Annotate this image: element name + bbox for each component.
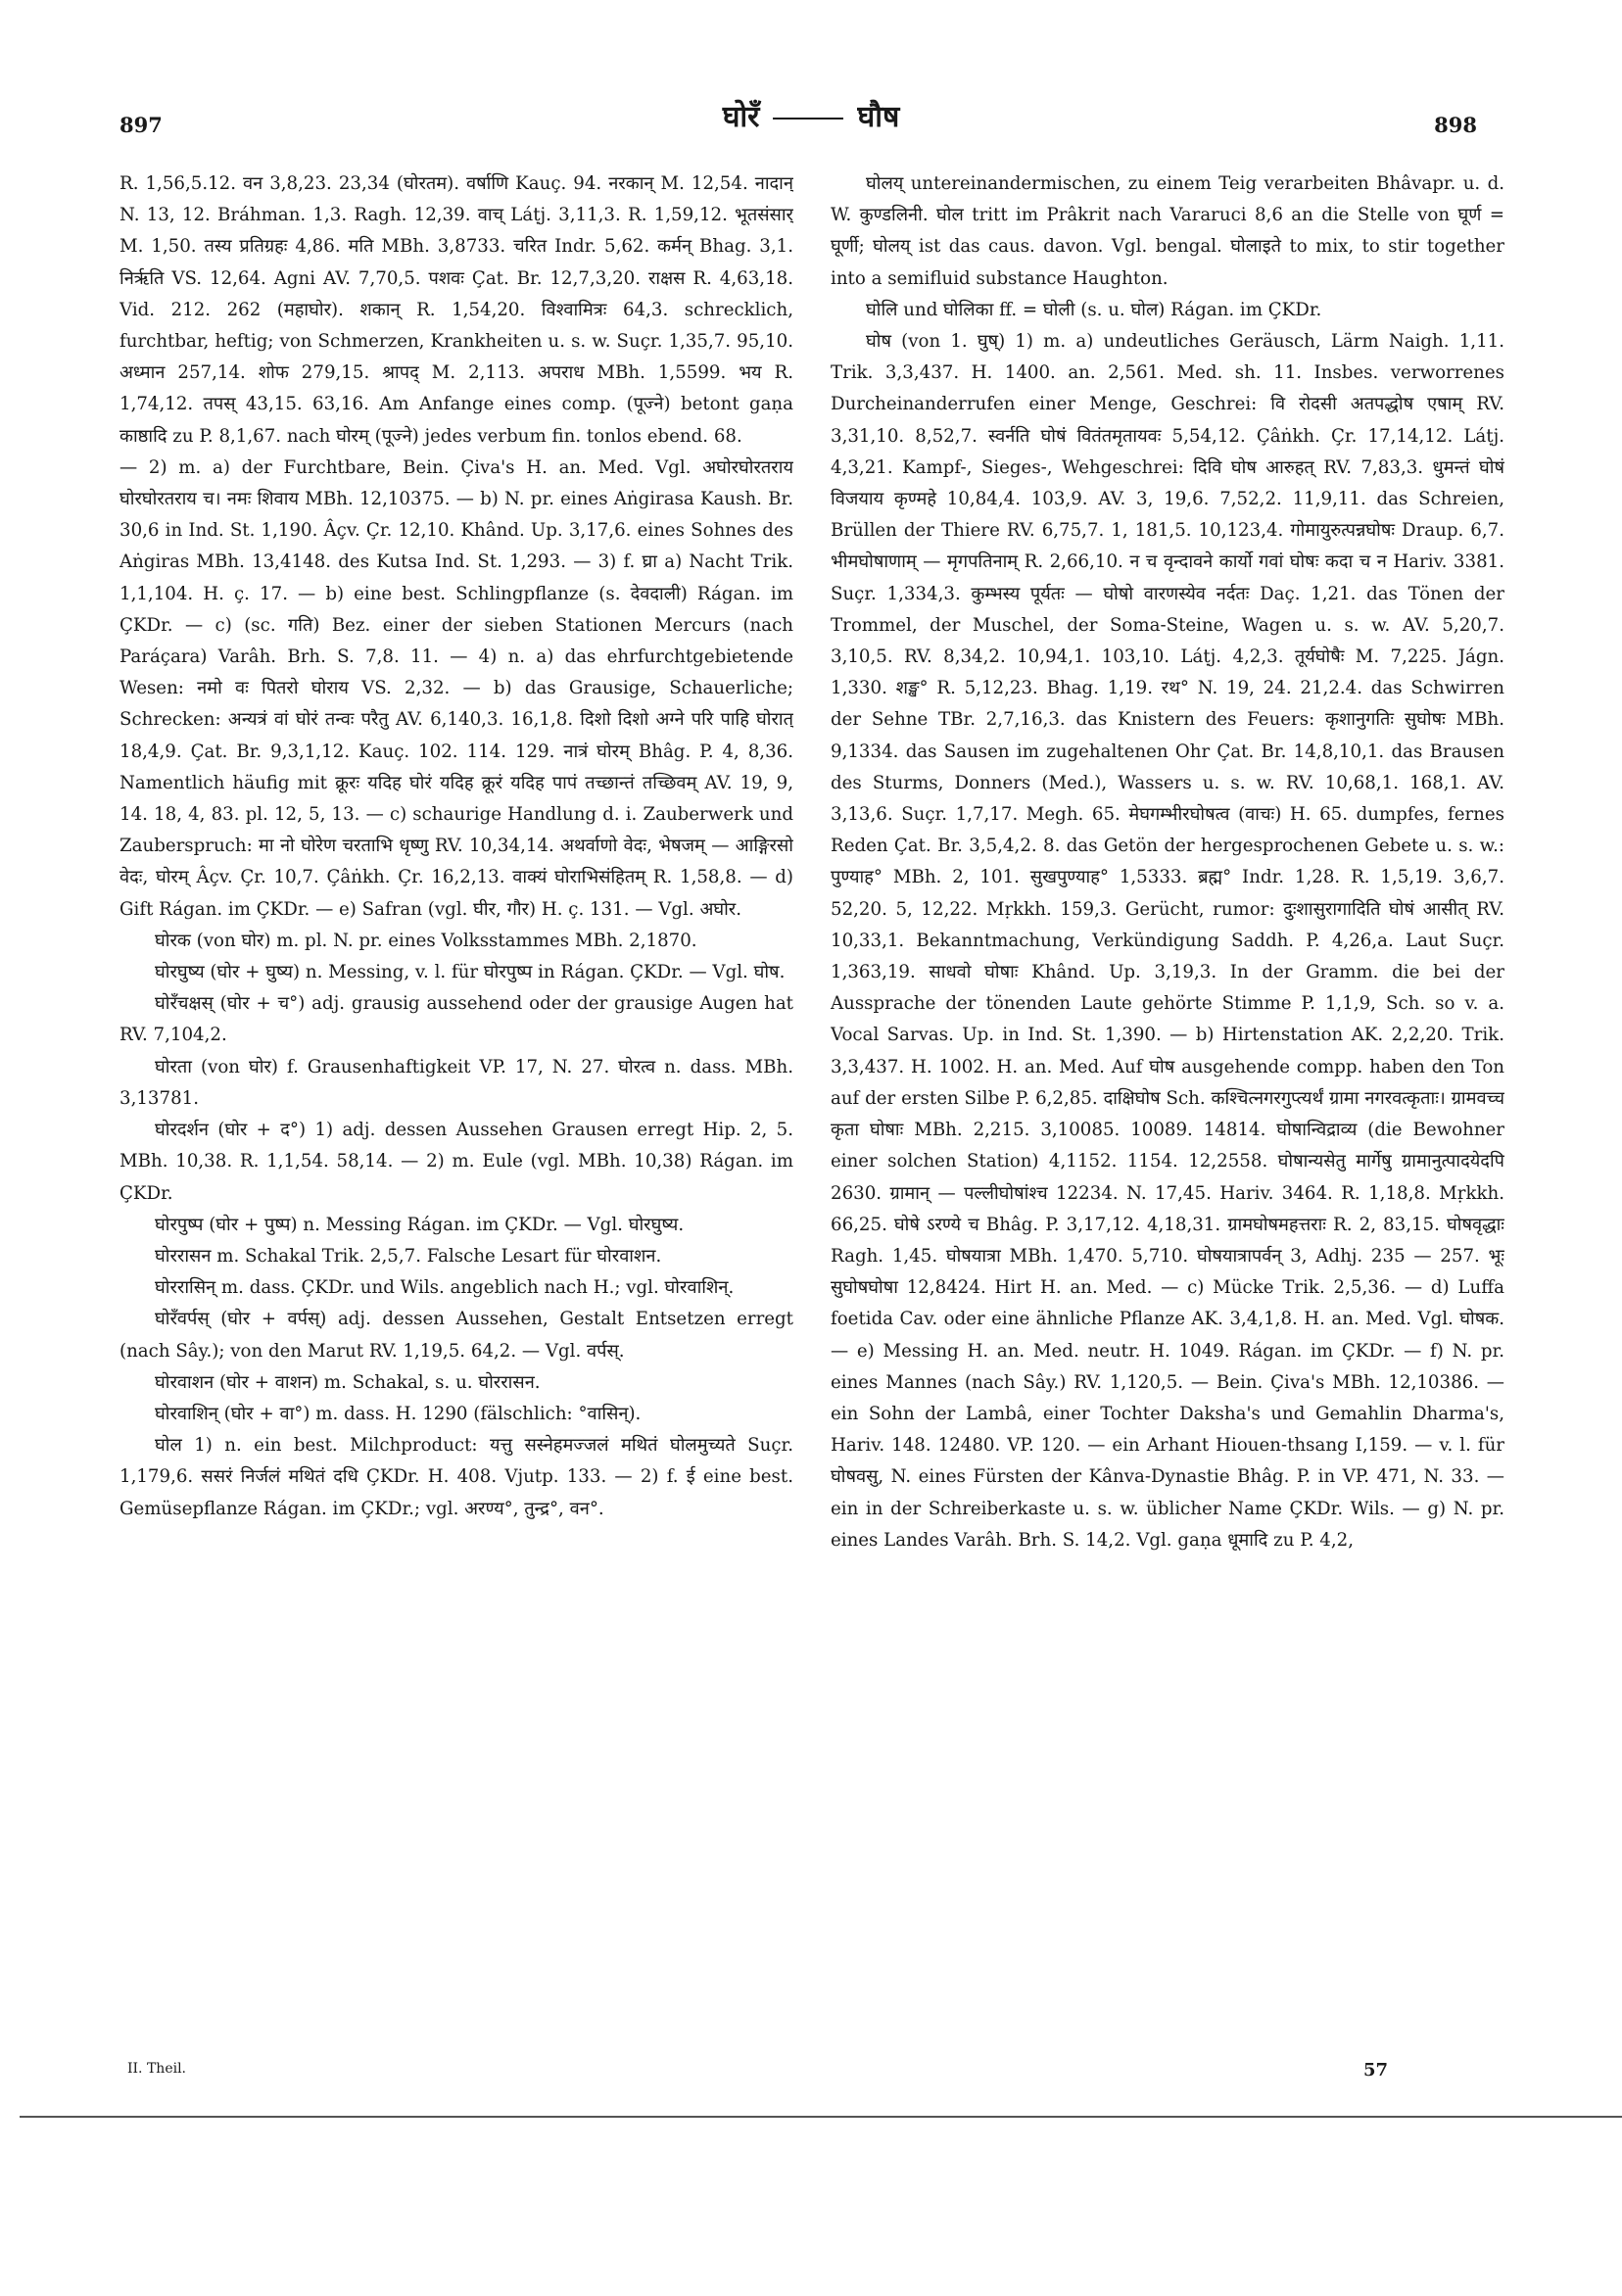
dictionary-entry: घोल 1) n. ein best. Milchproduct: यत्तु सस्नेहमज्जलं मथितं घोलमुच्यते Suçr. 1,179,6. ससरं निर्जलं मथितं दधि ÇKDr. H. 408. Vjutp. 133. — 2) f. ई eine best. Gemüsepflanze Rágan. im ÇKDr.; vgl. अरण्य°, तुन्द्र°, वन°. <box>119 1435 793 1519</box>
dictionary-entry: घोररासन m. Schakal Trik. 2,5,7. Falsche Lesart für घोरवाशन. <box>155 1245 662 1267</box>
dictionary-entry: घोरवाशिन् (घोर + वा°) m. dass. H. 1290 (fälschlich: °वासिन्). <box>155 1403 642 1424</box>
dictionary-entry: घोरपुष्प (घोर + पुष्प) n. Messing Rágan. im ÇKDr. — Vgl. घोरघुष्य. <box>155 1214 685 1235</box>
dictionary-entry: घोलि und घोलिका ff. = घोली (s. u. घोल) Rágan. im ÇKDr. <box>866 299 1322 320</box>
right-column <box>831 168 1504 2049</box>
left-column <box>119 168 793 2049</box>
footer-sheet-number: 57 <box>1363 2060 1389 2081</box>
dictionary-entry: घोरवाशन (घोर + वाशन) m. Schakal, s. u. घोररासन. <box>155 1371 541 1393</box>
page-number-left: 897 <box>119 113 163 137</box>
bottom-rule <box>20 2116 1622 2118</box>
dictionary-entry: घोलय् untereinandermischen, zu einem Teig verarbeiten Bhâvapr. u. d. W. कुण्डलिनी. घोल tritt im Prâkrit nach Vararuci 8,6 an die Stelle von घूर्ण = घूर्णी; घोलय् ist das caus. davon. Vgl. bengal. घोलाइते to mix, to stir together into a semifluid substance Haughton. <box>831 173 1504 289</box>
running-head <box>0 96 1622 139</box>
dictionary-entry: घोरघुष्य (घोर + घुष्य) n. Messing, v. l. für घोरपुष्प in Rágan. ÇKDr. — Vgl. घोष. <box>155 962 786 983</box>
dictionary-entry: घोरदर्शन (घोर + द°) 1) adj. dessen Aussehen Grausen erregt Hip. 2, 5. MBh. 10,38. R. 1,1,54. 58,14. — 2) m. Eule (vgl. MBh. 10,38) Rágan. im ÇKDr. <box>119 1120 793 1204</box>
dictionary-entry: घोररासिन् m. dass. ÇKDr. und Wils. angeblich nach H.; vgl. घोरवाशिन्. <box>155 1277 735 1299</box>
running-head-dash <box>773 118 843 120</box>
dictionary-entry: घोष (von 1. घुष्) 1) m. a) undeutliches Geräusch, Lärm Naigh. 1,11. Trik. 3,3,437. H. 1400. an. 2,561. Med. sh. 11. Insbes. verworrenes Durcheinanderrufen einer Menge, Geschrei: वि रोदसी अतपद्धोष एषाम् RV. 3,31,10. 8,52,7. स्वर्नति घोषं वितंतमृतायवः 5,54,12. Çâṅkh. Çr. 17,14,12. Láṭj. 4,3,21. Kampf-, Sieges-, Wehgeschrei: दिवि घोष आरुहत् RV. 7,83,3. धुमन्तं घोषं विजयाय कृण्महे 10,84,4. 103,9. AV. 3, 19,6. 7,52,2. 11,9,11. das Schreien, Brüllen der Thiere RV. 6,75,7. 1, 181,5. 10,123,4. गोमायुरुत्पन्नघोषः Draup. 6,7. भीमघोषाणाम् — मृगपतिनाम् R. 2,66,10. न च वृन्दावने कार्यो गवां घोषः कदा च न Hariv. 3381. Suçr. 1,334,3. कुम्भस्य पूर्यतः — घोषो वारणस्येव नर्दतः Daç. 1,21. das Tönen der Trommel, der Muschel, der Soma-Steine, Wagen u. s. w. AV. 5,20,7. 3,10,5. RV. 8,34,2. 10,94,1. 103,10. Láṭj. 4,2,3. तूर्यघोषैः M. 7,225. Jágn. 1,330. शङ्ख° R. 5,12,23. Bhag. 1,19. रथ° N. 19, 24. 21,2.4. das Schwirren der Sehne TBr. 2,7,16,3. das Knistern des Feuers: कृशानुगतिः सुघोषः MBh. 9,1334. das Sausen im zugehaltenen Ohr Çat. Br. 14,8,10,1. das Brausen des Sturms, Donners (Med.), Wassers u. s. w. RV. 10,68,1. 168,1. AV. 3,13,6. Suçr. 1,7,17. Megh. 65. मेघगम्भीरघोषत्व (वाचः) H. 65. dumpfes, fernes Reden Çat. Br. 3,5,4,2. 8. das Getön der hergesprochenen Gebete u. s. w.: पुण्याह° MBh. 2, 101. सुखपुण्याह° 1,5333. ब्रह्म° Indr. 1,28. R. 1,5,19. 3,6,7. 52,20. 5, 12,22. Mṛkkh. 159,3. Gerücht, rumor: दुःशासुरागादिति घोषं आसीत् RV. 10,33,1. Bekanntmachung, Verkündigung Saddh. P. 4,26,a. Laut Suçr. 1,363,19. साधवो घोषाः Khând. Up. 3,19,3. In der Gramm. die bei der Aussprache der tönenden Laute gehörte Stimme P. 1,1,9, Sch. so v. a. Vocal Sarvas. Up. in Ind. St. 1,390. — b) Hirtenstation AK. 2,2,20. Trik. 3,3,437. H. 1002. H. an. Med. Auf घोष ausgehende compp. haben den Ton auf der ersten Silbe P. 6,2,85. दाक्षिघोष Sch. कश्चित्नगरगुप्त्यर्थं ग्रामा नगरवत्कृताः। ग्रामवच्च कृता घोषाः MBh. 2,215. 3,10085. 10089. 14814. घोषान्विद्राव्य (die Bewohner einer solchen Station) 4,1152. 1154. 12,2558. घोषान्यसेतु मार्गेषु ग्रामानुत्पादयेदपि 2630. ग्रामान् — पल्लीघोषांश्च 12234. N. 17,45. Hariv. 3464. R. 1,18,8. Mṛkkh. 66,25. घोषे ऽरण्ये च Bhâg. P. 3,17,12. 4,18,31. ग्रामघोषमहत्तराः R. 2, 83,15. घोषवृद्धाः Ragh. 1,45. घोषयात्रा MBh. 1,470. 5,710. घोषयात्रापर्वन् 3, Adhj. 235 — 257. भूः सुघोषघोषा 12,8424. Hirt H. an. Med. — c) Mücke Trik. 2,5,36. — d) Luffa foetida Cav. oder eine ähnliche Pflanze AK. 3,4,1,8. H. an. Med. Vgl. घोषक. — e) Messing H. an. Med. neutr. H. 1049. Rágan. im ÇKDr. — f) N. pr. eines Mannes (nach Sây.) RV. 1,120,5. — Bein. Çiva's MBh. 12,10386. — ein Sohn der Lambâ, einer Tochter Daksha's und Gemahlin Dharma's, Hariv. 148. 12480. VP. 120. — ein Arhant Hiouen-thsang I,159. — v. l. für घोषवसु, N. eines Fürsten der Kânva-Dynastie Bhâg. P. in VP. 471, N. 33. — ein in der Schreiberkaste u. s. w. üblicher Name ÇKDr. Wils. — g) N. pr. eines Landes Varâh. Brh. S. 14,2. Vgl. gaṇa धूमादि zu P. 4,2, <box>831 331 1504 1551</box>
dictionary-entry: घोरँचक्षस् (घोर + च°) adj. grausig aussehend oder der grausige Augen hat RV. 7,104,2. <box>119 993 793 1046</box>
page-number-right: 898 <box>1434 113 1477 137</box>
dictionary-entry: घोरक (von घोर) m. pl. N. pr. eines Volksstammes MBh. 2,1870. <box>155 930 697 951</box>
footer-signature: II. Theil. <box>127 2061 187 2077</box>
dictionary-entry: R. 1,56,5.12. वन 3,8,23. 23,34 (घोरतम). वर्षाणि Kauç. 94. नरकान् M. 12,54. नादान् N. 13, 12. Bráhman. 1,3. Ragh. 12,39. वाच् Láṭj. 3,11,3. R. 1,59,12. भूतसंसार् M. 1,50. तस्य प्रतिग्रहः 4,86. मति MBh. 3,8733. चरित Indr. 5,62. कर्मन् Bhag. 3,1. निर्ऋति VS. 12,64. Agni AV. 7,70,5. पशवः Çat. Br. 12,7,3,20. राक्षस R. 4,63,18. Vid. 212. 262 (महाघोर). शकान् R. 1,54,20. विश्वामित्रः 64,3. schrecklich, furchtbar, heftig; von Schmerzen, Krankheiten u. s. w. Suçr. 1,35,7. 95,10. अध्मान 257,14. शोफ 279,15. श्रापद् M. 2,113. अपराध MBh. 1,5599. भय R. 1,74,12. तपस् 43,15. 63,16. Am Anfange eines comp. (पूज्ने) betont gaṇa काष्ठादि zu P. 8,1,67. nach घोरम् (पूज्ने) jedes verbum fin. tonlos ebend. 68. <box>119 173 793 447</box>
running-head-right: घौष <box>857 100 900 134</box>
running-head-left: घोरँ <box>722 100 760 134</box>
dictionary-entry: घोरता (von घोर) f. Grausenhaftigkeit VP. 17, N. 27. घोरत्व n. dass. MBh. 3,13781. <box>119 1056 793 1109</box>
dictionary-entry: — 2) m. a) der Furchtbare, Bein. Çiva's H. an. Med. Vgl. अघोरघोरतराय घोरघोरतराय च। नमः शिवाय MBh. 12,10375. — b) N. pr. eines Aṅgirasa Kaush. Br. 30,6 in Ind. St. 1,190. Âçv. Çr. 12,10. Khând. Up. 3,17,6. eines Sohnes des Aṅgiras MBh. 13,4148. des Kutsa Ind. St. 1,293. — 3) f. घ्रा a) Nacht Trik. 1,1,104. H. ç. 17. — b) eine best. Schlingpflanze (s. देवदाली) Rágan. im ÇKDr. — c) (sc. गति) Bez. einer der sieben Stationen Mercurs (nach Paráçara) Varâh. Brh. S. 7,8. 11. — 4) n. a) das ehrfurchtgebietende Wesen: नमो वः पितरो घोराय VS. 2,32. — b) das Grausige, Schauerliche; Schrecken: अन्यत्रं वां घोरं तन्वः परैतु AV. 6,140,3. 16,1,8. दिशो दिशो अग्ने परि पाहि घोरात् 18,4,9. Çat. Br. 9,3,1,12. Kauç. 102. 114. 129. नात्रं घोरम् Bhâg. P. 4, 8,36. Namentlich häufig mit क्रूरः यदिह घोरं यदिह क्रूरं यदिह पापं तच्छान्तं तच्छिवम् AV. 19, 9, 14. 18, 4, 83. pl. 12, 5, 13. — c) schaurige Handlung d. i. Zauberwerk und Zauberspruch: मा नो घोरेण चरताभि धृष्णु RV. 10,34,14. अथर्वाणो वेदः, भेषजम् — आङ्गिरसो वेदः, घोरम् Âçv. Çr. 10,7. Çâṅkh. Çr. 16,2,13. वाक्यं घोराभिसंहितम् R. 1,58,8. — d) Gift Rágan. im ÇKDr. — e) Safran (vgl. घीर, गौर) H. ç. 131. — Vgl. अघोर. <box>119 456 793 920</box>
dictionary-entry: घोरँवर्पस् (घोर + वर्पस्) adj. dessen Aussehen, Gestalt Entsetzen erregt (nach Sây.); von den Marut RV. 1,19,5. 64,2. — Vgl. वर्पस्. <box>119 1309 793 1362</box>
